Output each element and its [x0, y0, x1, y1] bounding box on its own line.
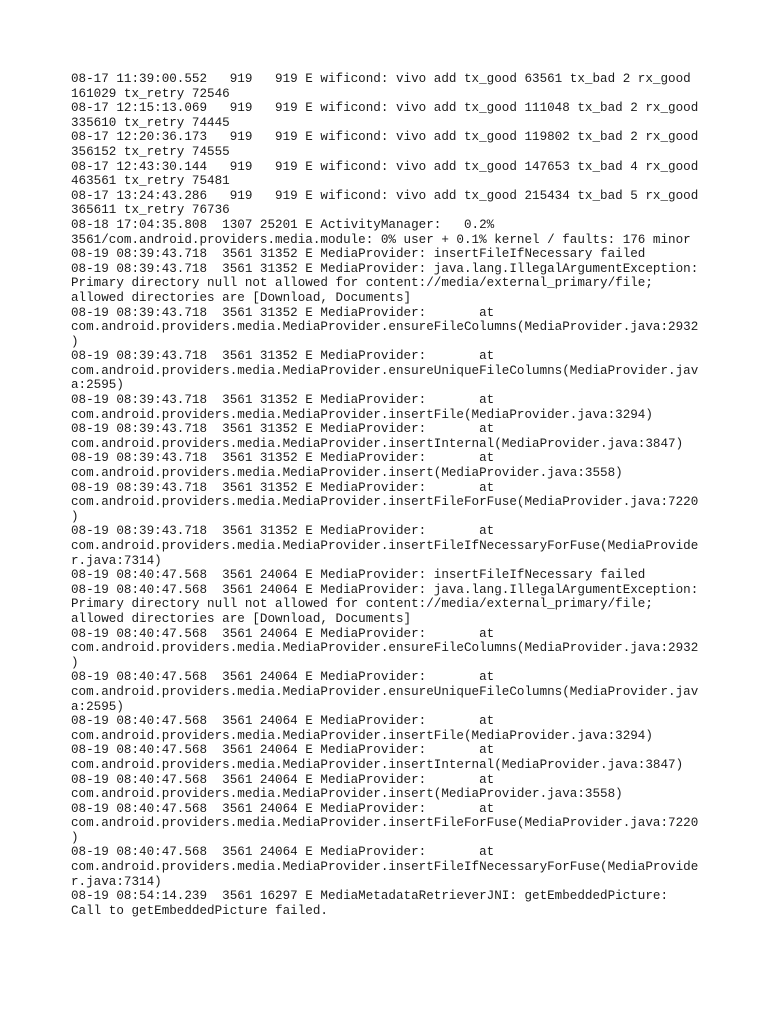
log-line: 365611 tx_retry 76736	[71, 203, 230, 218]
log-line: 08-19 08:54:14.239 3561 16297 E MediaMetadataRetrieverJNI: getEmbeddedPicture:	[71, 889, 669, 904]
log-line: 08-19 08:40:47.568 3561 24064 E MediaProvider: insertFileIfNecessary failed	[71, 568, 646, 583]
log-line: )	[71, 655, 79, 670]
log-text	[71, 72, 711, 918]
log-line: com.android.providers.media.MediaProvider.insert(MediaProvider.java:3558)	[71, 787, 623, 802]
log-line: 08-19 08:39:43.718 3561 31352 E MediaProvider: at	[71, 422, 495, 437]
log-line: 08-19 08:39:43.718 3561 31352 E MediaProvider: insertFileIfNecessary failed	[71, 247, 646, 262]
log-line: com.android.providers.media.MediaProvider.insertFile(MediaProvider.java:3294)	[71, 407, 653, 422]
log-line: 08-19 08:40:47.568 3561 24064 E MediaProvider: at	[71, 801, 495, 816]
log-line: r.java:7314)	[71, 874, 162, 889]
log-line: com.android.providers.media.MediaProvider.ensureUniqueFileColumns(MediaProvider.jav	[71, 363, 699, 378]
log-line: a:2595)	[71, 699, 124, 714]
log-line: Call to getEmbeddedPicture failed.	[71, 903, 328, 918]
log-line: )	[71, 334, 79, 349]
log-line: 463561 tx_retry 75481	[71, 174, 230, 189]
log-line: 08-19 08:39:43.718 3561 31352 E MediaProvider: at	[71, 451, 495, 466]
log-line: com.android.providers.media.MediaProvider.ensureUniqueFileColumns(MediaProvider.jav	[71, 684, 699, 699]
log-line: 08-17 12:20:36.173 919 919 E wificond: vivo add tx_good 119802 tx_bad 2 rx_good	[71, 130, 699, 145]
log-line: r.java:7314)	[71, 553, 162, 568]
log-line: Primary directory null not allowed for content://media/external_primary/file;	[71, 276, 653, 291]
log-line: 08-19 08:40:47.568 3561 24064 E MediaProvider: java.lang.IllegalArgumentException:	[71, 582, 699, 597]
log-line: com.android.providers.media.MediaProvider.insertFileForFuse(MediaProvider.java:7220	[71, 816, 699, 831]
log-line: com.android.providers.media.MediaProvider.ensureFileColumns(MediaProvider.java:2932	[71, 320, 699, 335]
log-line: 08-19 08:40:47.568 3561 24064 E MediaProvider: at	[71, 772, 495, 787]
log-line: 08-19 08:40:47.568 3561 24064 E MediaProvider: at	[71, 714, 495, 729]
log-line: Primary directory null not allowed for content://media/external_primary/file;	[71, 597, 653, 612]
log-line: com.android.providers.media.MediaProvider.insertFileIfNecessaryForFuse(MediaProvide	[71, 539, 699, 553]
log-line: 161029 tx_retry 72546	[71, 86, 230, 101]
log-line: 08-17 11:39:00.552 919 919 E wificond: vivo add tx_good 63561 tx_bad 2 rx_good	[71, 72, 691, 86]
log-line: 08-18 17:04:35.808 1307 25201 E ActivityManager: 0.2%	[71, 217, 495, 232]
log-line: 08-19 08:40:47.568 3561 24064 E MediaProvider: at	[71, 845, 495, 860]
log-line: 08-19 08:40:47.568 3561 24064 E MediaProvider: at	[71, 743, 495, 758]
log-line: com.android.providers.media.MediaProvider.insertFile(MediaProvider.java:3294)	[71, 728, 653, 743]
log-line: allowed directories are [Download, Documents]	[71, 290, 412, 305]
log-line: )	[71, 830, 79, 845]
log-line: 08-19 08:40:47.568 3561 24064 E MediaProvider: at	[71, 670, 495, 685]
log-line: allowed directories are [Download, Documents]	[71, 611, 412, 626]
log-line: com.android.providers.media.MediaProvider.insertFileIfNecessaryForFuse(MediaProvide	[71, 860, 699, 875]
log-line: 08-17 12:43:30.144 919 919 E wificond: vivo add tx_good 147653 tx_bad 4 rx_good	[71, 159, 699, 174]
log-line: 08-17 12:15:13.069 919 919 E wificond: vivo add tx_good 111048 tx_bad 2 rx_good	[71, 101, 699, 116]
log-line: 08-19 08:40:47.568 3561 24064 E MediaProvider: at	[71, 626, 495, 641]
log-line: 08-19 08:39:43.718 3561 31352 E MediaProvider: at	[71, 480, 495, 495]
log-line: 08-19 08:39:43.718 3561 31352 E MediaProvider: at	[71, 524, 495, 539]
log-line: 08-17 13:24:43.286 919 919 E wificond: vivo add tx_good 215434 tx_bad 5 rx_good	[71, 188, 699, 203]
log-line: 08-19 08:39:43.718 3561 31352 E MediaProvider: at	[71, 349, 495, 364]
log-line: 356152 tx_retry 74555	[71, 144, 230, 159]
log-line: com.android.providers.media.MediaProvider.insert(MediaProvider.java:3558)	[71, 466, 623, 481]
log-line: com.android.providers.media.MediaProvider.insertInternal(MediaProvider.java:3847)	[71, 436, 684, 451]
log-line: 08-19 08:39:43.718 3561 31352 E MediaProvider: at	[71, 393, 495, 408]
log-line: 335610 tx_retry 74445	[71, 115, 230, 130]
log-line: com.android.providers.media.MediaProvider.insertFileForFuse(MediaProvider.java:7220	[71, 495, 699, 510]
log-line: com.android.providers.media.MediaProvider.ensureFileColumns(MediaProvider.java:2932	[71, 641, 699, 656]
log-line: 08-19 08:39:43.718 3561 31352 E MediaProvider: java.lang.IllegalArgumentException:	[71, 261, 699, 276]
log-line: 08-19 08:39:43.718 3561 31352 E MediaProvider: at	[71, 305, 495, 320]
log-line: )	[71, 509, 79, 524]
log-line: 3561/com.android.providers.media.module: 0% user + 0.1% kernel / faults: 176 minor	[71, 232, 691, 247]
log-line: com.android.providers.media.MediaProvider.insertInternal(MediaProvider.java:3847)	[71, 757, 684, 772]
log-line: a:2595)	[71, 378, 124, 393]
